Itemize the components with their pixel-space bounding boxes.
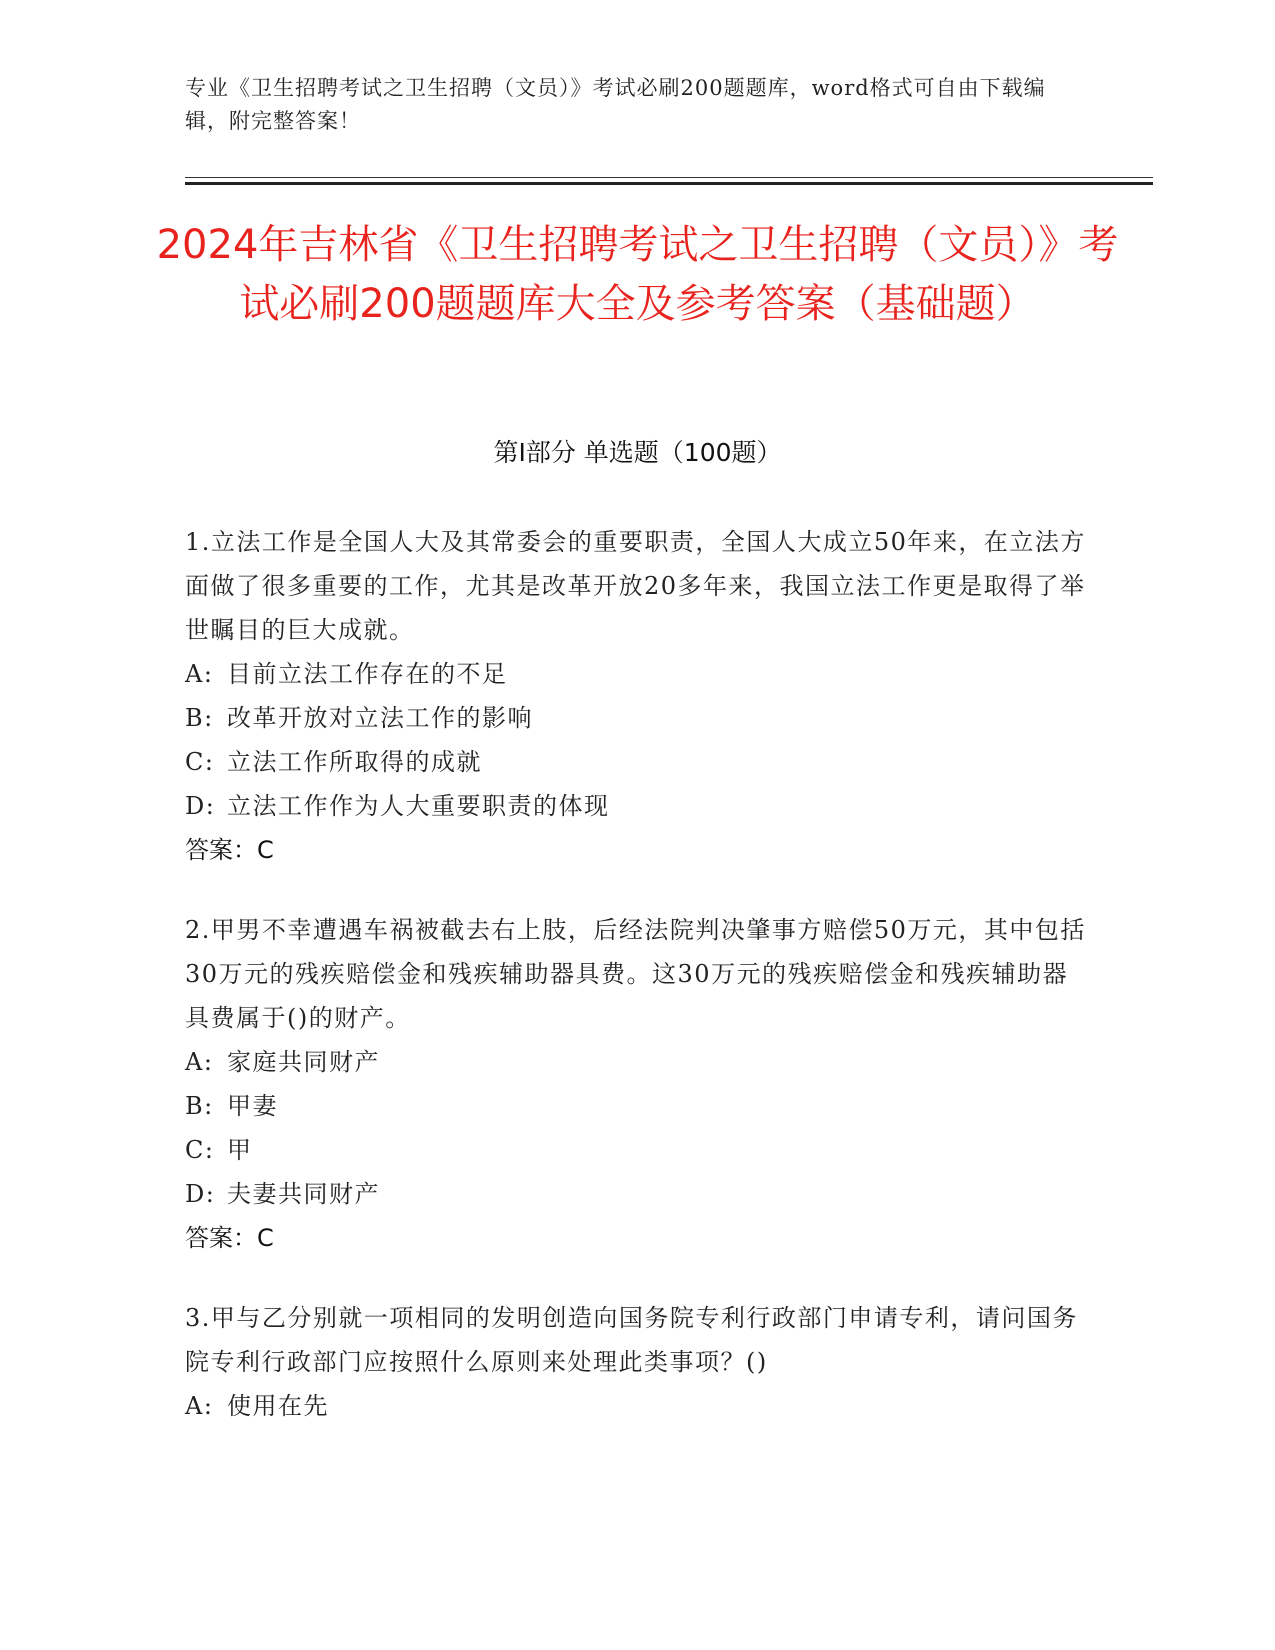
option-b — [185, 696, 1090, 740]
option-text: 家庭共同财产 — [227, 1048, 380, 1076]
option-text: 使用在先 — [227, 1392, 329, 1420]
question-item — [185, 908, 1090, 1260]
option-key: A: — [185, 1392, 214, 1420]
question-answer: 答案：C — [185, 836, 274, 864]
option-c — [185, 740, 1090, 784]
option-a — [185, 1040, 1090, 1084]
option-text: 目前立法工作存在的不足 — [227, 660, 508, 688]
question-item — [185, 1296, 1090, 1428]
question-answer: 答案：C — [185, 1224, 274, 1252]
option-text: 甲 — [227, 1136, 253, 1164]
header-divider-thin — [185, 177, 1153, 178]
option-d — [185, 1172, 1090, 1216]
option-text: 立法工作所取得的成就 — [227, 748, 482, 776]
option-key: A: — [185, 1048, 214, 1076]
option-text: 夫妻共同财产 — [227, 1180, 380, 1208]
option-key: C: — [185, 1136, 215, 1164]
question-item — [185, 520, 1090, 872]
option-a — [185, 1384, 1090, 1428]
option-b — [185, 1084, 1090, 1128]
option-key: D: — [185, 792, 216, 820]
section-title: 第I部分 单选题（100题） — [493, 438, 782, 467]
option-text: 甲妻 — [227, 1092, 278, 1120]
document-title: 2024年吉林省《卫生招聘考试之卫生招聘（文员）》考试必刷200题题库大全及参考答案（基础题） — [156, 222, 1119, 327]
option-key: C: — [185, 748, 215, 776]
header-divider-thick — [185, 182, 1153, 185]
option-key: B: — [185, 1092, 214, 1120]
option-c — [185, 1128, 1090, 1172]
option-a — [185, 652, 1090, 696]
question-stem: 1.立法工作是全国人大及其常委会的重要职责，全国人大成立50年来，在立法方面做了很多重要的工作，尤其是改革开放20多年来，我国立法工作更是取得了举世瞩目的巨大成就。 — [185, 528, 1086, 644]
option-d — [185, 784, 1090, 828]
option-text: 改革开放对立法工作的影响 — [227, 704, 533, 732]
question-list — [185, 520, 1090, 1464]
question-stem: 2.甲男不幸遭遇车祸被截去右上肢，后经法院判决肇事方赔偿50万元，其中包括30万元的残疾赔偿金和残疾辅助器具费。这30万元的残疾赔偿金和残疾辅助器具费属于()的财产。 — [185, 916, 1086, 1032]
option-key: D: — [185, 1180, 216, 1208]
header-note: 专业《卫生招聘考试之卫生招聘（文员）》考试必刷200题题库，word格式可自由下载编辑，附完整答案！ — [185, 76, 1046, 133]
option-key: A: — [185, 660, 214, 688]
option-text: 立法工作作为人大重要职责的体现 — [227, 792, 610, 820]
question-stem: 3.甲与乙分别就一项相同的发明创造向国务院专利行政部门申请专利，请问国务院专利行政部门应按照什么原则来处理此类事项？() — [185, 1304, 1078, 1376]
option-key: B: — [185, 704, 214, 732]
